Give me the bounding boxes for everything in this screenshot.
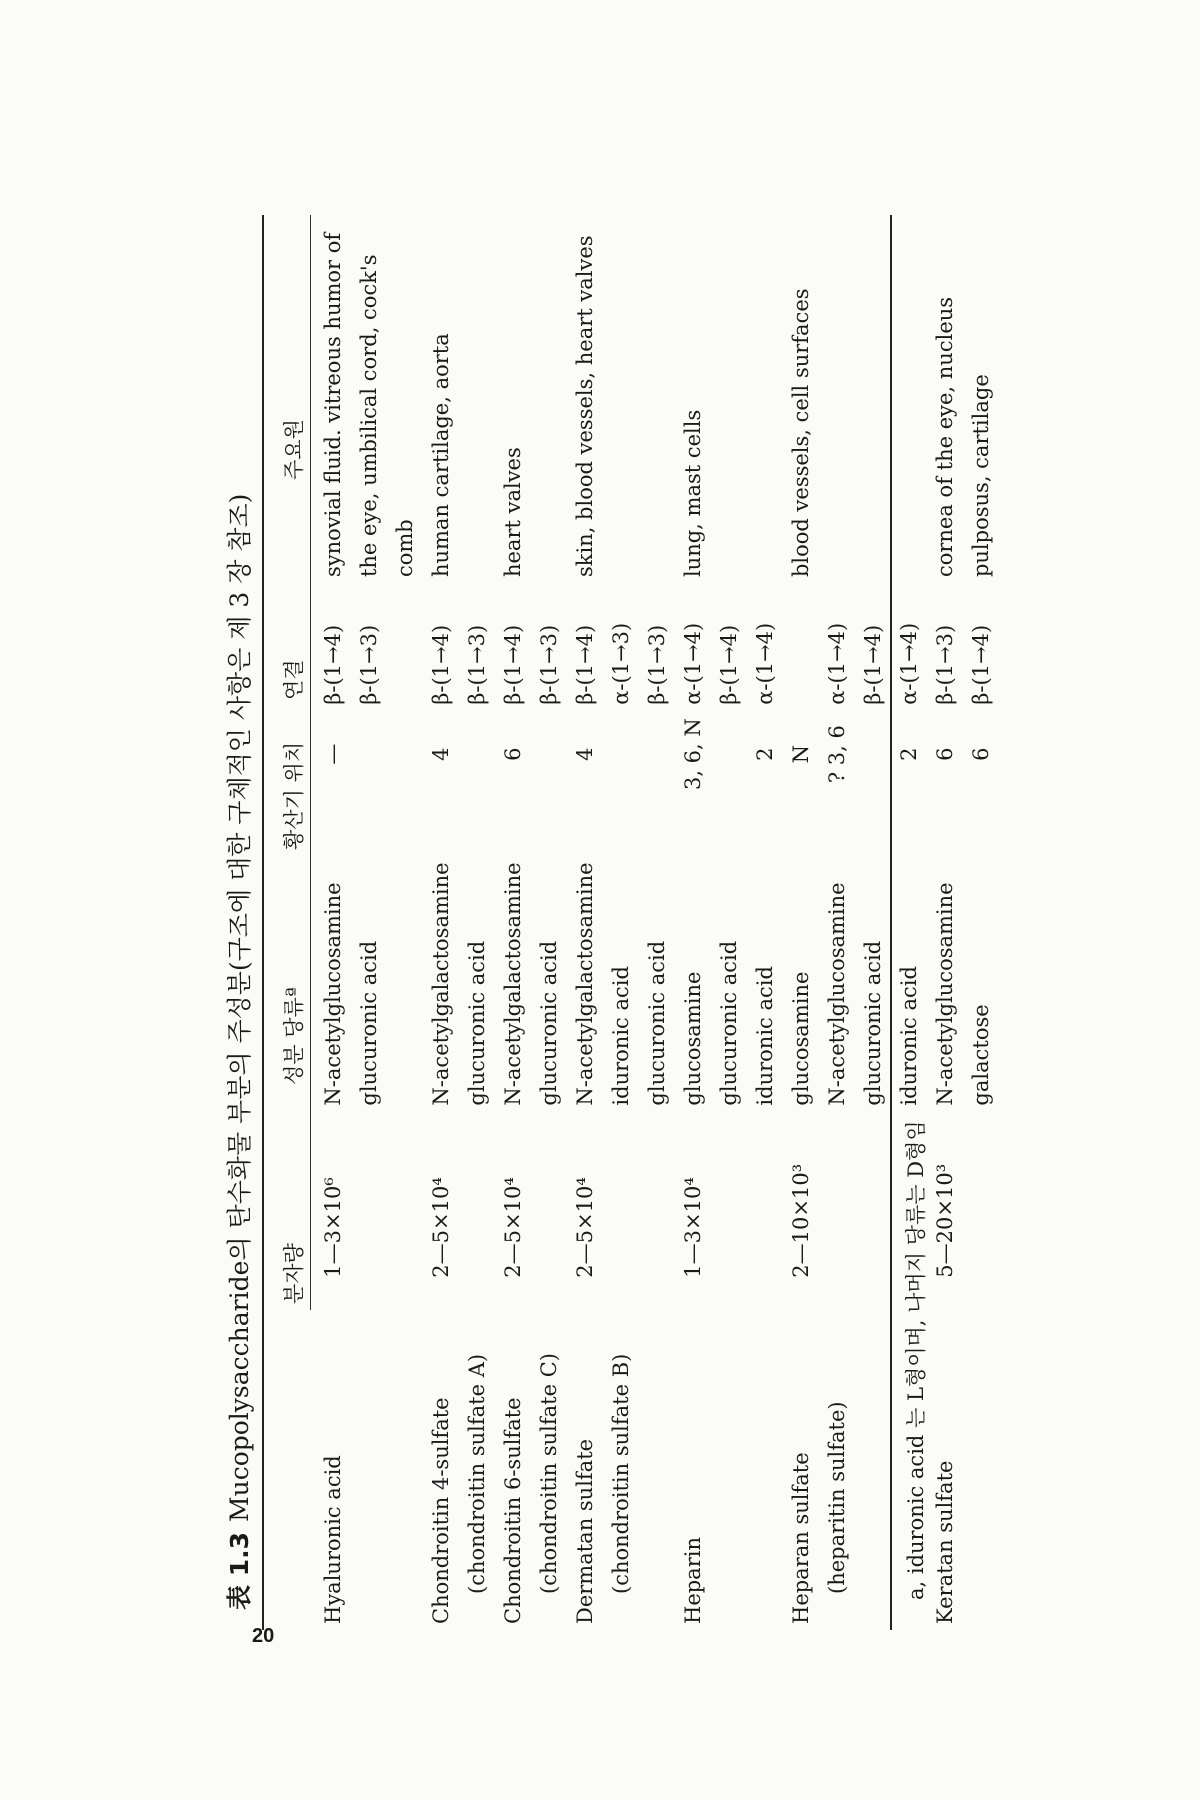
sulfate-position: 3, 6, N bbox=[681, 718, 705, 791]
sugar: glucuronic acid bbox=[357, 940, 381, 1106]
compound-name: Chondroitin 4-sulfate bbox=[429, 1397, 453, 1624]
table-row bbox=[423, 210, 459, 1630]
sugar: glucuronic acid bbox=[717, 940, 741, 1106]
header-main-source: 주요원 bbox=[282, 419, 306, 480]
sugar: glucuronic acid bbox=[537, 940, 561, 1106]
header-sulfate-position: 황산기 위치 bbox=[282, 741, 306, 850]
table-caption: Mucopolysaccharide의 탄수화물 부분의 주성분(구조에 대한 구체적인 사항은 제 3 장 참조) bbox=[225, 493, 254, 1522]
compound-name: Keratan sulfate bbox=[933, 1460, 957, 1624]
compound-alt-name: (chondroitin sulfate C) bbox=[537, 1353, 561, 1594]
sugar: iduronic acid bbox=[609, 966, 633, 1106]
sugar: glucuronic acid bbox=[645, 940, 669, 1106]
sugar: iduronic acid bbox=[897, 966, 921, 1106]
linkage: β-(1→3) bbox=[537, 624, 561, 705]
main-source: cornea of the eye, nucleus pulposus, cartilage bbox=[933, 296, 993, 578]
linkage: α-(1→4) bbox=[897, 622, 921, 705]
molecular-weight: 2—10×10³ bbox=[789, 1163, 813, 1278]
table-row bbox=[315, 210, 351, 1630]
bottom-rule bbox=[890, 215, 892, 1630]
sulfate-position bbox=[531, 705, 567, 804]
header-rule bbox=[310, 215, 311, 1310]
sugar: N-acetylgalactosamine bbox=[501, 862, 525, 1106]
sulfate-position bbox=[459, 705, 495, 804]
molecular-weight: 2—5×10⁴ bbox=[573, 1177, 597, 1278]
sugar: glucosamine bbox=[789, 971, 813, 1106]
sugar: N-acetylgalactosamine bbox=[429, 862, 453, 1106]
main-source: lung, mast cells bbox=[681, 409, 705, 578]
sulfate-position: — bbox=[321, 743, 345, 765]
sulfate-position bbox=[351, 705, 387, 804]
sugar: glucuronic acid bbox=[465, 940, 489, 1106]
linkage: β-(1→4) bbox=[429, 624, 453, 705]
table-row bbox=[783, 210, 819, 1630]
linkage: α-(1→3) bbox=[609, 622, 633, 705]
compound-name: Heparan sulfate bbox=[789, 1452, 813, 1624]
main-source: human cartilage, aorta bbox=[429, 333, 453, 578]
compound-name: Dermatan sulfate bbox=[573, 1438, 597, 1624]
sugar: N-acetylgalactosamine bbox=[573, 862, 597, 1106]
linkage: α-(1→4) bbox=[753, 622, 777, 705]
compound-name: Heparin bbox=[681, 1537, 705, 1624]
table-row bbox=[495, 210, 531, 1630]
linkage: β-(1→4) bbox=[321, 624, 345, 705]
molecular-weight: 2—5×10⁴ bbox=[501, 1177, 525, 1278]
sulfate-position: N bbox=[789, 744, 813, 764]
linkage: β-(1→4) bbox=[501, 624, 525, 705]
table-row bbox=[927, 210, 963, 1630]
table-row bbox=[531, 210, 567, 1630]
linkage: β-(1→4) bbox=[573, 624, 597, 705]
sugar: N-acetylglucosamine bbox=[933, 882, 957, 1106]
linkage: α-(1→4) bbox=[681, 622, 705, 705]
linkage: β-(1→3) bbox=[465, 624, 489, 705]
sulfate-position: 2 bbox=[897, 747, 921, 761]
compound-alt-name: (chondroitin sulfate A) bbox=[465, 1353, 489, 1594]
sugar: glucosamine bbox=[681, 971, 705, 1106]
sulfate-position: 2 bbox=[753, 747, 777, 761]
sulfate-position bbox=[711, 705, 747, 804]
sugar: N-acetylglucosamine bbox=[825, 882, 849, 1106]
table-row bbox=[639, 210, 675, 1630]
sulfate-position bbox=[855, 705, 891, 804]
mucopolysaccharide-table bbox=[315, 210, 999, 1630]
table-footnote: a, iduronic acid 는 L형이며, 나머지 당류는 D형임 bbox=[904, 1120, 928, 1600]
sulfate-position: 6 bbox=[969, 747, 993, 761]
header-sugar-components: 성분 당류ª bbox=[282, 987, 306, 1085]
table-row bbox=[567, 210, 603, 1630]
linkage: β-(1→3) bbox=[357, 624, 381, 705]
rotated-table-block bbox=[200, 210, 1060, 1630]
table-row bbox=[711, 210, 747, 1630]
sulfate-position: ? 3, 6 bbox=[825, 725, 849, 784]
sulfate-position: 4 bbox=[429, 747, 453, 761]
compound-name: Hyaluronic acid bbox=[321, 1455, 345, 1624]
linkage: α-(1→4) bbox=[825, 622, 849, 705]
linkage bbox=[783, 577, 819, 705]
sugar: galactose bbox=[969, 1004, 993, 1106]
top-rule bbox=[262, 215, 264, 1630]
sulfate-position bbox=[639, 705, 675, 804]
linkage: β-(1→4) bbox=[861, 624, 885, 705]
main-source: blood vessels, cell surfaces bbox=[789, 288, 813, 578]
table-row bbox=[747, 210, 783, 1630]
linkage: β-(1→4) bbox=[969, 624, 993, 705]
page-number: 20 bbox=[252, 1625, 275, 1647]
sulfate-position: 6 bbox=[501, 747, 525, 761]
sulfate-position bbox=[603, 705, 639, 804]
table-row bbox=[855, 210, 891, 1630]
table-title bbox=[220, 494, 256, 1610]
sulfate-position: 6 bbox=[933, 747, 957, 761]
header-molecular-weight: 분자량 bbox=[282, 1243, 306, 1304]
linkage: β-(1→4) bbox=[717, 624, 741, 705]
linkage: β-(1→3) bbox=[933, 624, 957, 705]
table-row bbox=[675, 210, 711, 1630]
sugar: glucuronic acid bbox=[861, 940, 885, 1106]
linkage: β-(1→3) bbox=[645, 624, 669, 705]
compound-name: Chondroitin 6-sulfate bbox=[501, 1397, 525, 1624]
table-row bbox=[819, 210, 855, 1630]
main-source: skin, blood vessels, heart valves bbox=[573, 235, 597, 578]
molecular-weight: 1—3×10⁶ bbox=[321, 1177, 345, 1278]
compound-alt-name: (heparitin sulfate) bbox=[825, 1401, 849, 1594]
main-source: heart valves bbox=[501, 447, 525, 578]
molecular-weight: 5—20×10³ bbox=[933, 1163, 957, 1278]
sulfate-position: 4 bbox=[573, 747, 597, 761]
molecular-weight: 2—5×10⁴ bbox=[429, 1177, 453, 1278]
main-source: synovial fluid. vitreous humor of the eye, umbilical cord, cock's comb bbox=[321, 232, 417, 578]
sugar: N-acetylglucosamine bbox=[321, 882, 345, 1106]
table-row bbox=[459, 210, 495, 1630]
sugar: iduronic acid bbox=[753, 966, 777, 1106]
molecular-weight: 1—3×10⁴ bbox=[681, 1177, 705, 1278]
table-label: 表 1.3 bbox=[225, 1532, 254, 1610]
header-linkage: 연결 bbox=[282, 659, 306, 700]
compound-alt-name: (chondroitin sulfate B) bbox=[609, 1353, 633, 1594]
